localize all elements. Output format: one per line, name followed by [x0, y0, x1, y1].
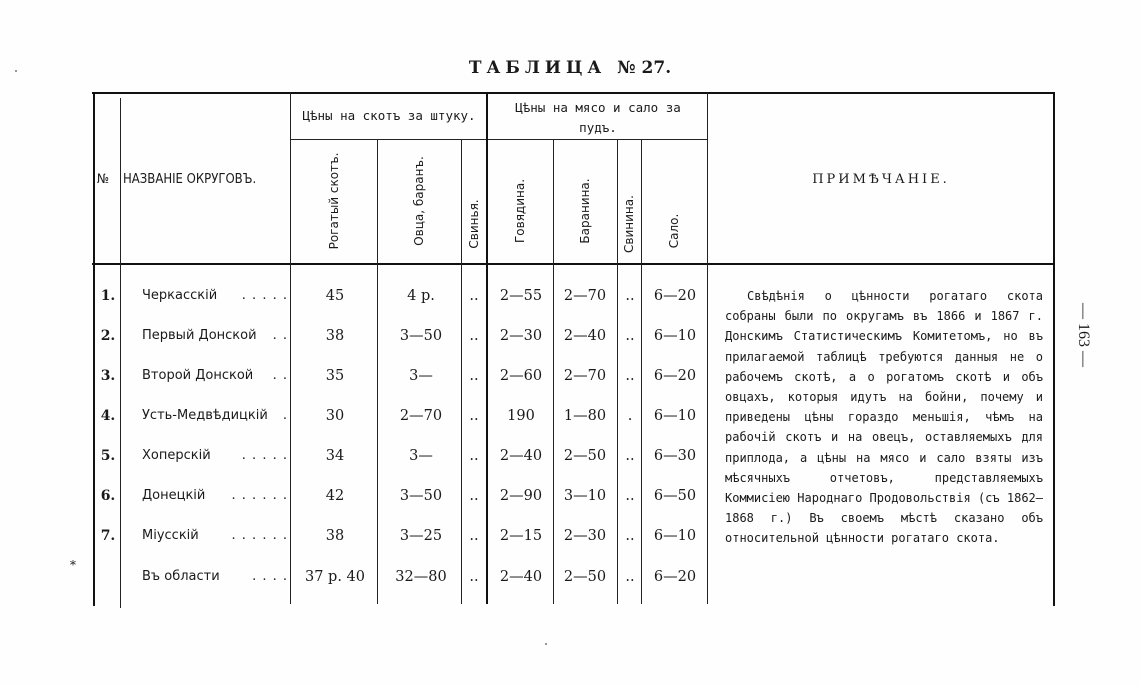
row-6-pork: .. — [625, 488, 635, 504]
row-3-name: Второй Донской — [142, 368, 254, 383]
header-no: № — [97, 172, 110, 187]
row-7-lard: 6—10 — [653, 528, 697, 544]
row-7-pigs: .. — [469, 528, 479, 544]
row-6-no: 6. — [100, 488, 116, 504]
row-3-mutton: 2—70 — [563, 368, 607, 384]
row-4-pork: . — [627, 408, 633, 424]
row-8-pigs: .. — [469, 569, 479, 585]
header-sheep: Овца, баранъ. — [412, 156, 426, 246]
row-3-beef: 2—60 — [499, 368, 543, 384]
row-7-mutton: 2—30 — [563, 528, 607, 544]
row-3-leader: . . — [272, 368, 288, 383]
row-2-mutton: 2—40 — [563, 328, 607, 344]
row-2-lard: 6—10 — [653, 328, 697, 344]
row-5-leader: . . . . . — [241, 448, 288, 463]
row-2-name: Первый Донской — [142, 328, 257, 343]
row-7-cattle: 38 — [325, 528, 345, 544]
row-8-leader: . . . . — [252, 569, 288, 584]
row-2-pork: .. — [625, 328, 635, 344]
row-1-lard: 6—20 — [653, 288, 697, 304]
header-pork: Свинина. — [622, 195, 636, 253]
row-1-pigs: .. — [469, 288, 479, 304]
speck — [545, 643, 547, 645]
row-6-lard: 6—50 — [653, 488, 697, 504]
row-8-beef: 2—40 — [499, 569, 543, 585]
header-district-name: НАЗВАНІЕ ОКРУГОВЪ. — [123, 172, 257, 187]
row-3-pigs: .. — [469, 368, 479, 384]
table-title — [0, 58, 1140, 78]
header-remark: ПРИМѢЧАНІЕ. — [812, 172, 950, 187]
row-3-no: 3. — [100, 368, 116, 384]
row-2-sheep: 3—50 — [399, 328, 443, 344]
header-beef: Говядина. — [512, 178, 527, 244]
row-4-beef: 190 — [507, 408, 535, 424]
speck — [15, 70, 17, 72]
row-5-cattle: 34 — [325, 448, 345, 464]
row-5-no: 5. — [100, 448, 116, 464]
row-7-beef: 2—15 — [499, 528, 543, 544]
row-1-no: 1. — [100, 288, 116, 304]
row-6-beef: 2—90 — [499, 488, 543, 504]
row-1-sheep: 4 р. — [407, 288, 435, 304]
header-pigs: Свинья. — [466, 199, 481, 249]
row-3-pork: .. — [625, 368, 635, 384]
row-8-name: Въ области — [142, 569, 220, 584]
row-8-mutton: 2—50 — [563, 569, 607, 585]
row-5-pigs: .. — [469, 448, 479, 464]
table-number: № 27. — [617, 58, 672, 78]
row-8-lard: 6—20 — [653, 569, 697, 585]
row-4-name: Усть-Медвѣдицкій — [142, 408, 268, 423]
page-number: — 163 — — [1075, 303, 1092, 367]
row-8-pork: .. — [625, 569, 635, 585]
row-2-pigs: .. — [469, 328, 479, 344]
row-1-pork: .. — [625, 288, 635, 304]
rule-no — [120, 98, 121, 608]
row-1-cattle: 45 — [325, 288, 345, 304]
star-mark: * — [70, 558, 76, 572]
rule-right — [1053, 92, 1055, 606]
row-7-name: Міусскій — [142, 528, 199, 543]
rule-left — [93, 92, 95, 606]
rule-header-bottom — [92, 263, 1054, 265]
row-2-leader: . . — [272, 328, 288, 343]
row-8-no — [96, 562, 120, 592]
row-6-cattle: 42 — [325, 488, 345, 504]
row-1-mutton: 2—70 — [563, 288, 607, 304]
row-6-name: Донецкій — [142, 488, 206, 503]
row-7-leader: . . . . . . — [231, 528, 288, 543]
row-7-no: 7. — [100, 528, 116, 544]
row-5-beef: 2—40 — [499, 448, 543, 464]
row-3-lard: 6—20 — [653, 368, 697, 384]
row-2-beef: 2—30 — [499, 328, 543, 344]
row-7-sheep: 3—25 — [399, 528, 443, 544]
row-5-name: Хоперскій — [142, 448, 211, 463]
row-8-cattle: 37 р. 40 — [304, 569, 365, 585]
row-4-pigs: .. — [469, 408, 479, 424]
row-7-pork: .. — [625, 528, 635, 544]
row-6-pigs: .. — [469, 488, 479, 504]
row-5-pork: .. — [625, 448, 635, 464]
row-4-sheep: 2—70 — [399, 408, 443, 424]
header-mutton: Баранина. — [578, 178, 592, 244]
row-4-leader: . — [282, 408, 288, 423]
remark-text: Свѣдѣнія о цѣнности рогатаго скота собраны были по округамъ въ 1866 и 1867 г. Донскимъ Статистическимъ Комитетомъ, но въ прилагаемой таблицѣ требуются данныя не о рабочемъ скотѣ, а о рогатомъ скотѣ и объ овцахъ, которыя идутъ на бойни, почему и приведены цѣны гораздо меньшія, чѣмъ на рабочій скотъ и на овецъ, оставляемыхъ для приплода, а цѣны на мясо и сало взяты изъ мѣсячныхъ отчетовъ, представляемыхъ Коммисіею Народнаго Продовольствія (съ 1862—1868 г.) Въ своемъ мѣстѣ сказано объ относительной цѣнности рогатаго скота. — [725, 289, 1043, 546]
row-2-cattle: 38 — [325, 328, 345, 344]
row-3-sheep: 3— — [409, 368, 433, 384]
row-6-mutton: 3—10 — [563, 488, 607, 504]
row-1-name: Черкасскій — [142, 288, 218, 303]
row-4-no: 4. — [100, 408, 116, 424]
header-cattle: Рогатый скотъ. — [326, 152, 341, 250]
row-6-leader: . . . . . . — [231, 488, 288, 503]
row-4-mutton: 1—80 — [563, 408, 607, 424]
row-8-sheep: 32—80 — [395, 569, 447, 585]
header-meat-group: Цѣны на мясо и сало за пудъ. — [515, 100, 681, 135]
row-5-sheep: 3— — [409, 448, 433, 464]
row-3-cattle: 35 — [325, 368, 345, 384]
row-4-lard: 6—10 — [653, 408, 697, 424]
title-word: ТАБЛИЦА — [468, 58, 607, 78]
rule-top — [92, 92, 1054, 94]
row-5-lard: 6—30 — [653, 448, 697, 464]
header-lard: Сало. — [667, 213, 681, 249]
row-6-sheep: 3—50 — [399, 488, 443, 504]
row-5-mutton: 2—50 — [563, 448, 607, 464]
row-1-beef: 2—55 — [499, 288, 543, 304]
header-livestock-group: Цѣны на скотъ за штуку. — [302, 108, 476, 123]
row-2-no: 2. — [100, 328, 116, 344]
row-1-leader: . . . . . — [241, 288, 288, 303]
row-4-cattle: 30 — [325, 408, 345, 424]
